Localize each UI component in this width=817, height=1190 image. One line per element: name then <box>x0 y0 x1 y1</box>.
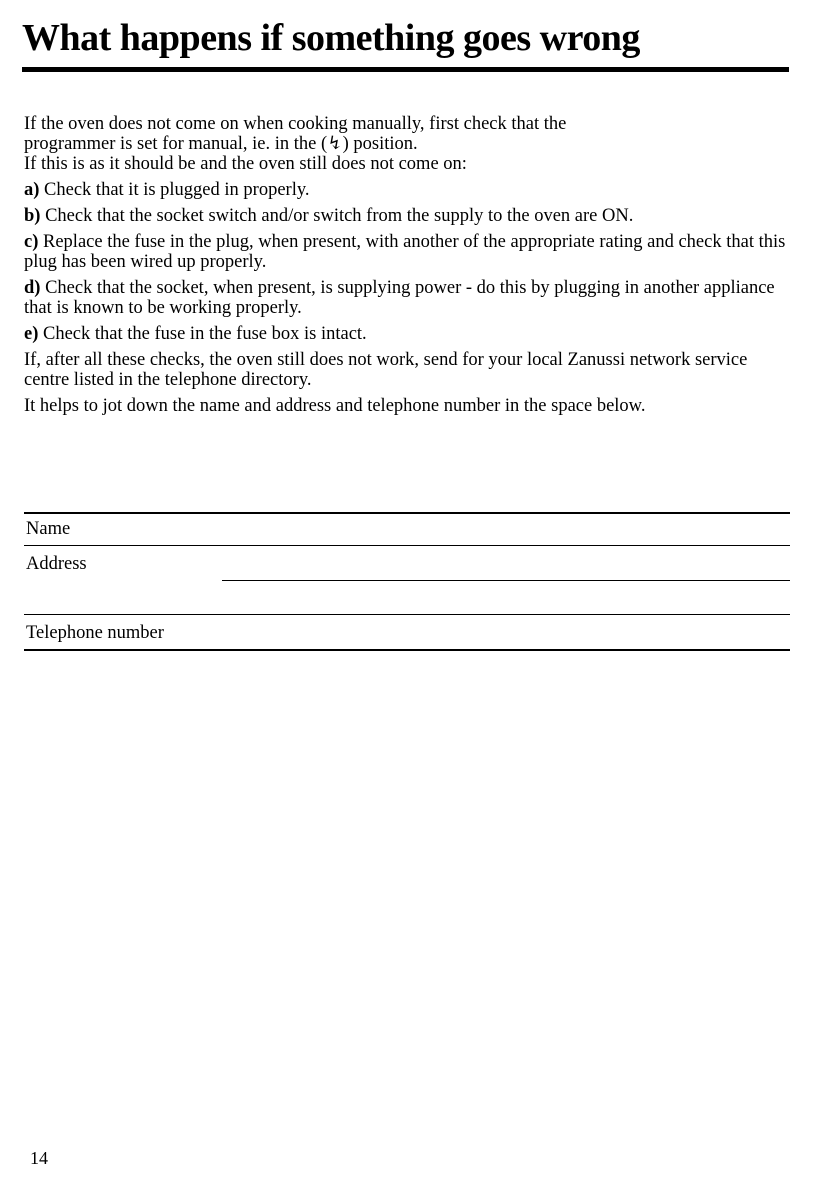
address-line-2[interactable] <box>24 614 790 615</box>
intro-line-1: If the oven does not come on when cooking manually, first check that the <box>24 114 567 134</box>
check-e <box>24 324 794 344</box>
name-line[interactable] <box>24 545 790 546</box>
intro-line-3: If this is as it should be and the oven still does not come on: <box>24 154 467 174</box>
body-text <box>24 114 794 422</box>
name-label: Name <box>26 519 71 539</box>
page-number: 14 <box>30 1148 48 1168</box>
manual-position-icon: ↯ <box>327 134 343 154</box>
check-d-label: d) <box>24 278 41 298</box>
telephone-label: Telephone number <box>26 623 164 643</box>
address-line-1[interactable] <box>222 580 790 581</box>
check-c-text: Replace the fuse in the plug, when present, with another of the appropriate rating and check that this plug has been wired up properly. <box>24 232 786 272</box>
check-a-text: Check that it is plugged in properly. <box>39 180 310 200</box>
intro-line-2 <box>24 134 794 154</box>
check-b-text: Check that the socket switch and/or switch from the supply to the oven are ON. <box>40 206 634 226</box>
jot-down-paragraph: It helps to jot down the name and address and telephone number in the space below. <box>24 396 646 416</box>
intro-line-2-end: ) position. <box>342 134 418 154</box>
check-d-text: Check that the socket, when present, is supplying power - do this by plugging in another appliance that is known to be working properly. <box>24 278 775 318</box>
page-title: What happens if something goes wrong <box>22 17 640 59</box>
telephone-line[interactable] <box>24 649 790 651</box>
check-a <box>24 180 794 200</box>
title-rule <box>22 67 789 72</box>
check-e-text: Check that the fuse in the fuse box is intact. <box>38 324 367 344</box>
check-c <box>24 232 794 272</box>
check-a-label: a) <box>24 180 40 200</box>
intro-line-2-start: programmer is set for manual, ie. in the ( <box>24 134 328 154</box>
check-e-label: e) <box>24 324 39 344</box>
check-d <box>24 278 794 318</box>
check-b <box>24 206 794 226</box>
check-c-label: c) <box>24 232 39 252</box>
form-top-rule <box>24 512 790 514</box>
check-b-label: b) <box>24 206 41 226</box>
address-label: Address <box>26 554 87 574</box>
after-checks-paragraph: If, after all these checks, the oven still does not work, send for your local Zanussi network service centre listed in the telephone directory. <box>24 350 748 390</box>
